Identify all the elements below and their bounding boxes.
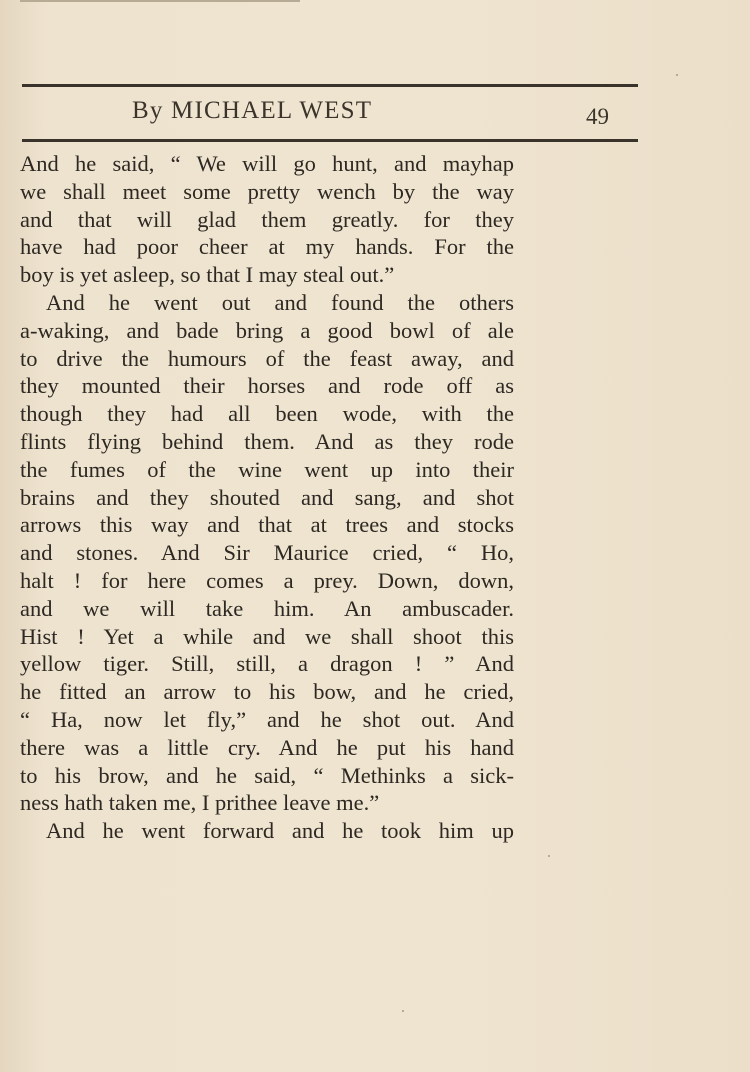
text-line: a-waking, and bade bring a good bowl of ale xyxy=(20,317,514,343)
text-line: ness hath taken me, I prithee leave me.” xyxy=(20,790,380,816)
text-line: to his brow, and he said, “ Methinks a sick- xyxy=(20,762,514,788)
text-line: boy is yet asleep, so that I may steal out.” xyxy=(20,262,395,288)
text-line: “ Ha, now let fly,” and he shot out. And xyxy=(20,706,514,732)
text-line: and stones. And Sir Maurice cried, “ Ho, xyxy=(20,540,514,566)
top-edge-rule xyxy=(20,0,300,2)
text-line: he fitted an arrow to his bow, and he cried, xyxy=(20,679,514,705)
text-line: arrows this way and that at trees and stocks xyxy=(20,512,514,538)
paper-speck xyxy=(402,1010,404,1012)
text-line: And he said, “ We will go hunt, and mayhap xyxy=(20,151,514,176)
text-line: halt ! for here comes a prey. Down, down, xyxy=(20,567,514,593)
paper-speck xyxy=(676,74,678,76)
text-line: we shall meet some pretty wench by the way xyxy=(20,178,514,204)
text-line: though they had all been wode, with the xyxy=(20,401,514,427)
paper-speck xyxy=(548,855,550,857)
page-number: 49 xyxy=(586,104,609,129)
text-line: And he went forward and he took him up xyxy=(46,818,514,844)
text-line: the fumes of the wine went up into their xyxy=(20,456,514,482)
text-line: And he went out and found the others xyxy=(46,289,514,315)
text-line: brains and they shouted and sang, and shot xyxy=(20,484,514,510)
text-line: there was a little cry. And he put his hand xyxy=(20,734,514,760)
body-text xyxy=(20,150,514,845)
text-line: and that will glad them greatly. for they xyxy=(20,206,514,232)
text-line: and we will take him. An ambuscader. xyxy=(20,595,514,621)
text-line: Hist ! Yet a while and we shall shoot this xyxy=(20,623,514,649)
text-line: flints flying behind them. And as they rode xyxy=(20,428,514,454)
text-line: have had poor cheer at my hands. For the xyxy=(20,234,514,260)
running-head: By MICHAEL WEST xyxy=(132,97,373,124)
header-rule-bottom xyxy=(22,139,638,142)
text-line: yellow tiger. Still, still, a dragon ! ” And xyxy=(20,651,514,677)
text-line: to drive the humours of the feast away, and xyxy=(20,345,514,371)
text-line: they mounted their horses and rode off as xyxy=(20,373,514,399)
header-rule-top xyxy=(22,84,638,87)
